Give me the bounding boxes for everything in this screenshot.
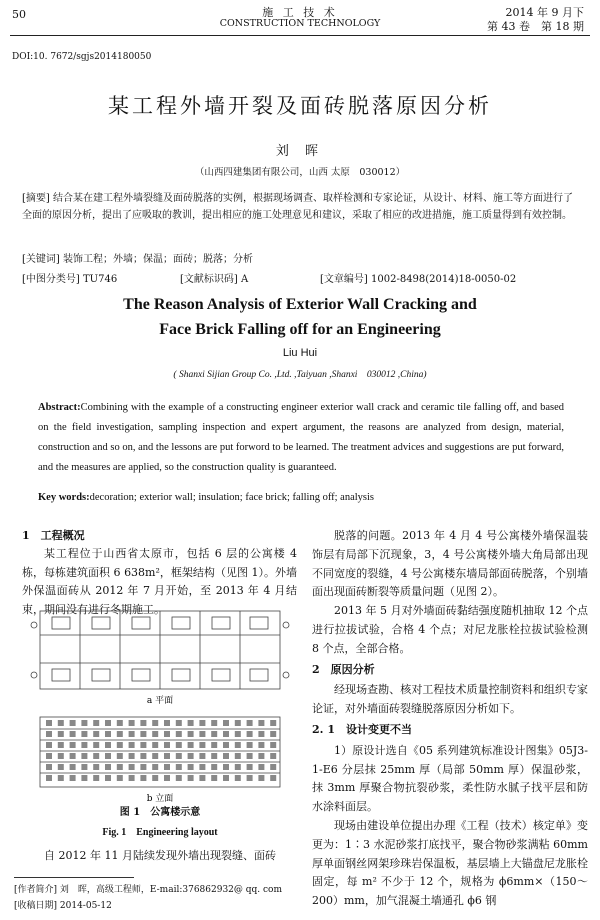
window <box>117 775 123 781</box>
window <box>235 775 241 781</box>
clc <box>22 270 117 285</box>
window <box>211 731 217 737</box>
window <box>46 775 52 781</box>
window <box>199 731 205 737</box>
window <box>199 775 205 781</box>
window <box>105 764 111 770</box>
window <box>70 742 76 748</box>
window <box>152 753 158 759</box>
window <box>188 764 194 770</box>
right-paragraph-3: 经现场查勘、核对工程技术质量控制资料和组织专家论证，对外墙面砖裂缝脱落原因分析如下。 <box>312 683 588 716</box>
window <box>93 775 99 781</box>
window <box>211 720 217 726</box>
window <box>164 753 170 759</box>
left-column-continuation <box>22 847 297 866</box>
window <box>247 742 253 748</box>
right-paragraph-2: 2013 年 5 月对外墙面砖黏结强度随机抽取 12 个点进行拉拔试验，合格 4 个点；对尼龙胀栓拉拔试验检测 8 个点，全部合格。 <box>312 604 588 655</box>
title-en-line2: Face Brick Falling off for an Engineering <box>159 321 441 338</box>
window <box>164 742 170 748</box>
window <box>258 731 264 737</box>
abstract-cn <box>22 190 582 224</box>
window <box>93 742 99 748</box>
window <box>70 731 76 737</box>
window <box>258 720 264 726</box>
window <box>152 742 158 748</box>
window <box>211 764 217 770</box>
window <box>176 731 182 737</box>
keywords-cn-text: 装饰工程；外墙；保温；面砖；脱落；分析 <box>63 254 253 265</box>
window <box>223 753 229 759</box>
window <box>164 731 170 737</box>
window <box>117 764 123 770</box>
window <box>199 753 205 759</box>
section-1-paragraph: 某工程位于山西省太原市，包括 6 层的公寓楼 4 栋，每栋建筑面积 6 638m²，框架结构（见图 1）。外墙外保温面砖从 2012 年 7 月开始，至 2013 年 4 月结束，期间没有进行冬期施工。 <box>22 547 297 616</box>
doi: DOI:10. 7672/sgjs2014180050 <box>12 52 152 62</box>
footnote-author-text: 刘 晖，高级工程师，E-mail:376862932@ qq. com <box>59 885 283 895</box>
window <box>211 775 217 781</box>
window <box>270 720 276 726</box>
footnote-date-label: [收稿日期] <box>14 901 58 911</box>
header-rule <box>10 35 590 36</box>
window <box>129 775 135 781</box>
window <box>58 742 64 748</box>
section-1-title: 1 工程概况 <box>22 529 85 542</box>
window <box>46 764 52 770</box>
window <box>176 753 182 759</box>
window <box>188 753 194 759</box>
right-paragraph-4: 1）原设计选自《05 系列建筑标准设计图集》05J3-1-E6 分层抹 25mm 厚（局部 50mm 厚）保温砂浆，抹 3mm 厚聚合物抗裂砂浆，柔性防水腻子找平层和防水涂料面层。 <box>312 743 588 814</box>
window <box>105 775 111 781</box>
window <box>223 742 229 748</box>
author-cn: 刘 晖 <box>275 144 325 159</box>
doc-code <box>180 270 248 285</box>
window <box>140 764 146 770</box>
window <box>70 775 76 781</box>
window <box>81 764 87 770</box>
issue-date: 2014 年 9 月下 <box>505 6 584 19</box>
window <box>223 720 229 726</box>
keywords-en-label: Key words: <box>38 492 90 503</box>
window <box>93 720 99 726</box>
window <box>140 731 146 737</box>
window <box>270 742 276 748</box>
right-paragraph-5: 现场由建设单位提出办理《工程（技术）核定单》变更为：1∶3 水泥砂浆打底找平，聚合物砂浆满粘 60mm 厚单面钢丝网架珍珠岩保温板，基层墙上大锚盘尼龙胀栓固定，每 m² 不少于 12 个，规格为 ϕ6mm×（150～200）mm，加气混凝土墙通孔 ϕ6 钢 <box>312 818 588 908</box>
window <box>129 731 135 737</box>
window <box>223 764 229 770</box>
window <box>140 753 146 759</box>
window <box>152 764 158 770</box>
window <box>235 731 241 737</box>
window <box>93 731 99 737</box>
window <box>46 742 52 748</box>
window <box>46 731 52 737</box>
window <box>211 753 217 759</box>
window <box>117 731 123 737</box>
left-bottom-paragraph: 自 2012 年 11 月陆续发现外墙出现裂缝、面砖 <box>44 849 276 862</box>
window <box>93 753 99 759</box>
doc-code-value: A <box>241 274 249 285</box>
affiliation-en: ( Shanxi Sijian Group Co. ,Ltd. ,Taiyuan ,Shanxi 030012 ,China) <box>173 370 427 380</box>
keywords-en <box>38 492 564 503</box>
footnote-rule <box>14 877 134 878</box>
window <box>70 720 76 726</box>
window <box>58 753 64 759</box>
section-2-1-title: 2. 1 设计变更不当 <box>312 722 412 736</box>
sub-caption-b: b 立面 <box>146 794 174 804</box>
window <box>70 764 76 770</box>
title-en-line1: The Reason Analysis of Exterior Wall Cracking and <box>123 296 477 313</box>
abstract-en <box>38 398 564 478</box>
keywords-cn-label: [关键词] <box>22 254 60 265</box>
window <box>211 742 217 748</box>
window <box>81 775 87 781</box>
window <box>223 731 229 737</box>
keywords-en-text: decoration; exterior wall; insulation; face brick; falling off; analysis <box>89 492 375 503</box>
window <box>247 764 253 770</box>
footnote-date-text: 2014-05-12 <box>59 901 112 911</box>
affiliation-cn: （山西四建集团有限公司，山西 太原 030012） <box>194 167 406 178</box>
window <box>46 753 52 759</box>
figure-1 <box>22 605 298 805</box>
footnote-date <box>14 898 112 911</box>
title-cn: 某工程外墙开裂及面砖脱落原因分析 <box>108 94 492 118</box>
journal-title-cn: 施 工 技 术 <box>262 6 338 19</box>
window <box>176 742 182 748</box>
window <box>129 742 135 748</box>
window <box>93 764 99 770</box>
window <box>140 775 146 781</box>
right-column <box>312 527 588 911</box>
window <box>46 720 52 726</box>
window <box>176 720 182 726</box>
right-paragraph-1: 脱落的问题。2013 年 4 月 4 号公寓楼外墙保温装饰层有局部下沉现象，3，4 号公寓楼外墙大角局部出现不同宽度的裂缝，4 号公寓楼东墙局部面砖脱落，个别墙面出现面砖断裂等质量问题（见图 2）。 <box>312 529 588 599</box>
abstract-en-label: Abstract: <box>38 402 81 413</box>
window <box>270 775 276 781</box>
building-drawing <box>22 605 298 805</box>
window <box>129 720 135 726</box>
window <box>188 742 194 748</box>
window <box>81 731 87 737</box>
window <box>164 775 170 781</box>
window <box>235 742 241 748</box>
figure-caption-cn: 图 1 公寓楼示意 <box>119 807 201 818</box>
window <box>140 720 146 726</box>
section-2-title: 2 原因分析 <box>312 662 375 676</box>
article-no-value: 1002-8498(2014)18-0050-02 <box>371 274 517 285</box>
window <box>129 764 135 770</box>
window <box>270 731 276 737</box>
window <box>270 764 276 770</box>
window <box>235 764 241 770</box>
window <box>188 775 194 781</box>
abstract-en-text: Combining with the example of a constructing engineer exterior wall crack and ceramic tile falling off, and based on the field investigation, sampling inspection and expert argument, the reasons are analyzed from design, material, construction and so on, and the lessons are put forword to be learned. The treatment advices and suggestions are put forward, and the measures are applied, so the construction quality is guaranteed. <box>38 402 564 473</box>
window <box>81 753 87 759</box>
figure-caption-en: Fig. 1 Engineering layout <box>102 827 218 838</box>
window <box>188 731 194 737</box>
window <box>258 753 264 759</box>
sub-caption-a: a 平面 <box>146 696 174 706</box>
article-no-label: [文章编号] <box>320 274 368 285</box>
window <box>117 753 123 759</box>
plan-view <box>31 611 289 689</box>
window <box>58 764 64 770</box>
journal-title-en: CONSTRUCTION TECHNOLOGY <box>219 18 381 29</box>
window <box>117 742 123 748</box>
article-no <box>320 270 516 285</box>
window <box>164 764 170 770</box>
window <box>188 720 194 726</box>
window <box>58 720 64 726</box>
keywords-cn <box>22 250 582 265</box>
window <box>247 753 253 759</box>
window <box>152 775 158 781</box>
window <box>235 720 241 726</box>
window <box>247 775 253 781</box>
abstract-cn-text: 结合某在建工程外墙裂缝及面砖脱落的实例，根据现场调查、取样检测和专家论证，从设计、材料、施工等方面进行了全面的原因分析，提出了应吸取的教训，提出相应的施工处理意见和建议，采取了相应的改进措施，施工质量得到有效控制。 <box>22 193 573 221</box>
doc-code-label: [文献标识码] <box>180 274 238 285</box>
title-en <box>0 292 600 342</box>
window <box>258 742 264 748</box>
window <box>258 764 264 770</box>
window <box>223 775 229 781</box>
clc-value: TU746 <box>83 274 118 285</box>
window <box>247 731 253 737</box>
window <box>70 753 76 759</box>
volume-issue: 第 43 卷 第 18 期 <box>487 20 584 33</box>
window <box>199 742 205 748</box>
window <box>270 753 276 759</box>
window <box>258 775 264 781</box>
window <box>235 753 241 759</box>
window <box>105 720 111 726</box>
elevation-view <box>40 717 280 787</box>
author-en: Liu Hui <box>282 347 318 359</box>
window <box>176 764 182 770</box>
page-number: 50 <box>12 8 26 21</box>
footnote-author <box>14 882 282 895</box>
window <box>81 720 87 726</box>
window <box>176 775 182 781</box>
window <box>117 720 123 726</box>
window <box>105 742 111 748</box>
window <box>140 742 146 748</box>
window <box>199 764 205 770</box>
footnote-author-label: [作者简介] <box>14 885 58 895</box>
window <box>152 720 158 726</box>
window <box>247 720 253 726</box>
window <box>164 720 170 726</box>
abstract-cn-label: [摘要] <box>22 193 50 204</box>
window <box>129 753 135 759</box>
window <box>199 720 205 726</box>
window <box>81 742 87 748</box>
window <box>58 731 64 737</box>
window <box>105 731 111 737</box>
window <box>152 731 158 737</box>
window <box>58 775 64 781</box>
window <box>105 753 111 759</box>
clc-label: [中图分类号] <box>22 274 80 285</box>
